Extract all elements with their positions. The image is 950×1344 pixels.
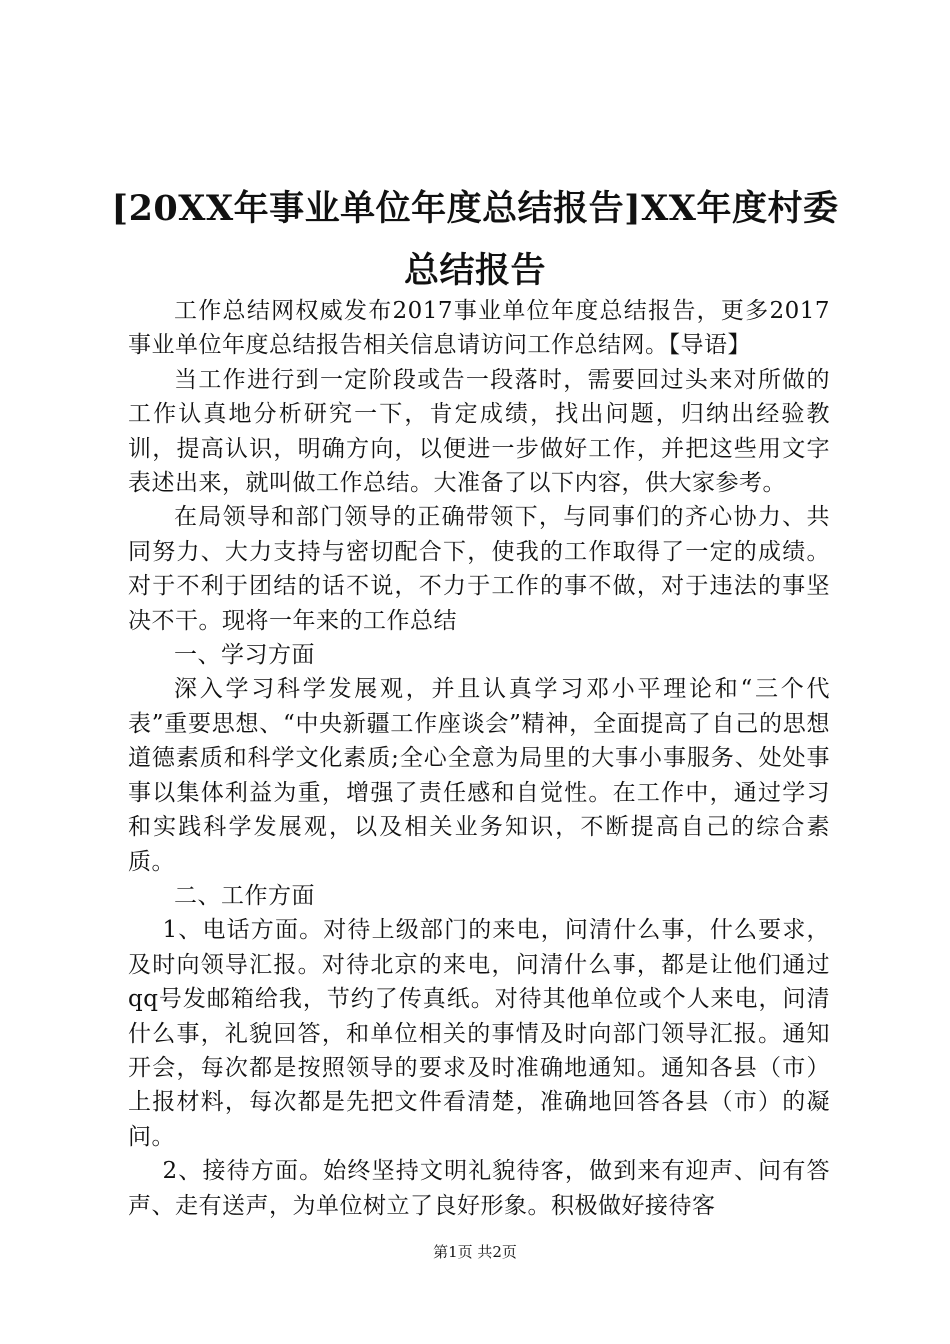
study-paragraph: 深入学习科学发展观，并且认真学习邓小平理论和“三个代表”重要思想、“中央新疆工作座谈会”精神，全面提高了自己的思想道德素质和科学文化素质;全心全意为局里的大事小事服务、处处事事以集体利益为重，增强了责任感和自觉性。在工作中，通过学习和实践科学发展观，以及相关业务知识，不断提高自己的综合素质。	[128, 676, 830, 875]
document-body	[128, 294, 830, 1223]
work-item-reception: 2、接待方面。始终坚持文明礼貌待客，做到来有迎声、问有答声、走有送声，为单位树立了良好形象。积极做好接待客	[128, 1158, 830, 1219]
document-title: [20XX年事业单位年度总结报告]XX年度村委总结报告	[111, 188, 839, 291]
intro-paragraph: 工作总结网权威发布2017事业单位年度总结报告，更多2017事业单位年度总结报告相关信息请访问工作总结网。【导语】	[128, 298, 830, 359]
page-number: 第1页 共2页	[433, 1243, 517, 1261]
section-heading-work: 二、工作方面	[174, 882, 315, 909]
section-heading-study: 一、学习方面	[174, 642, 315, 669]
preface-paragraph: 当工作进行到一定阶段或告一段落时，需要回过头来对所做的工作认真地分析研究一下，肯定成绩，找出问题，归纳出经验教训，提高认识，明确方向，以便进一步做好工作，并把这些用文字表述出来，就叫做工作总结。大准备了以下内容，供大家参考。	[128, 366, 830, 497]
summary-paragraph: 在局领导和部门领导的正确带领下，与同事们的齐心协力、共同努力、大力支持与密切配合下，使我的工作取得了一定的成绩。对于不利于团结的话不说，不力于工作的事不做，对于违法的事坚决不干。现将一年来的工作总结	[128, 504, 830, 634]
work-item-phone: 1、电话方面。对待上级部门的来电，问清什么事，什么要求，及时向领导汇报。对待北京的来电，问清什么事，都是让他们通过qq号发邮箱给我，节约了传真纸。对待其他单位或个人来电，问清什么事，礼貌回答，和单位相关的事情及时向部门领导汇报。通知开会，每次都是按照领导的要求及时准确地通知。通知各县（市）上报材料，每次都是先把文件看清楚，准确地回答各县（市）的凝问。	[128, 917, 830, 1150]
page-footer	[0, 1242, 950, 1262]
